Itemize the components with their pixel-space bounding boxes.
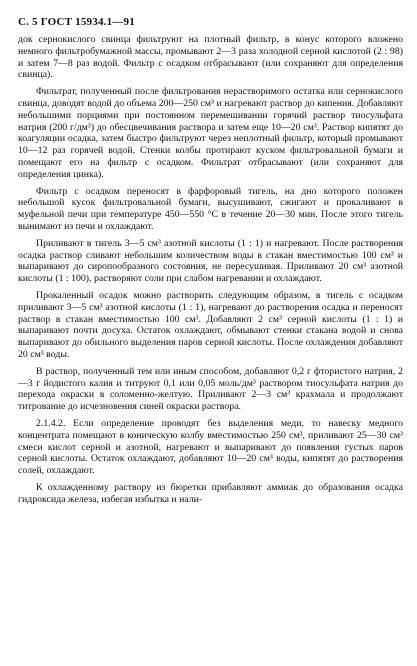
paragraph-5: Прокаленный осадок можно растворить следующим образом, в тигель с осадком приливают 3—5 см³ азотной кислоты (1 : 1), нагревают до растворения осадка и переносят раствор в стакан вместимостью 100 см³. Добавляют 2 см³ серной кислоты (1 : 1) и выпаривают почти досуха. Остаток охлаждают, обмывают стенки стакана водой и снова выпаривают до обильного выделения паров серной кислоты. После охлаждения добавляют 20 см³ воды.	[18, 289, 403, 360]
paragraph-8: К охлажденному раствору из бюретки прибавляют аммиак до образования осадка гидроксида железа, избегая избытка и нали-	[18, 481, 403, 505]
paragraph-2: Фильтрат, полученный после фильтрования нерастворимого остатка или сернокислого свинца, доводят водой до объема 200—250 см³ и нагревают раствор до кипения. Добавляют небольшими порциями при постоянном перемешивании горячий раствор тиосульфата натрия (200 г/дм³) до обесцвечивания раствора и затем еще 10—20 см³. Раствор кипятят до коагуляции осадка, затем быстро фильтруют через неплотный фильтр, который промывают 10—12 раз горячей водой. Стенки колбы протирают куском фильтровальной бумаги и помещают его на фильтр с осадком. Фильтрат отбрасывают (или сохраняют для определения цинка).	[18, 86, 403, 180]
paragraph-1: док сернокислого свинца фильтруют на плотный фильтр, в конус которого вложено немного фильтробумажной массы, промывают 2—3 раза холодной серной кислотой (2 : 98) и затем 7—8 раз водой. Фильтр с осадком отбрасывают (или сохраняют для определения свинца).	[18, 34, 403, 81]
paragraph-7: 2.1.4.2. Если определение проводят без выделения меди, то навеску медного концентрата помещают в коническую колбу вместимостью 250 см³, приливают 25—30 см³ смеси кислот серной и азотной, нагревают и выпаривают до появления густых паров серной кислоты. Остаток охлаждают, добавляют 10—20 см³ воды, кипятят до растворения солей, охлаждают.	[18, 417, 403, 477]
paragraph-3: Фильтр с осадком переносят в фарфоровый тигель, на дно которого положен небольшой кусок фильтровальной бумаги, высушивают, сжигают и прокаливают в муфельной печи при температуре 450—550 °С в течение 20—30 мин. После этого тигель вынимают из печи и охлаждают.	[18, 185, 403, 232]
paragraph-4: Приливают в тигель 3—5 см³ азотной кислоты (1 : 1) и нагревают. После растворения осадка раствор сливают небольшим количеством воды в стакан вместимостью 100 см³ и выпаривают до сиропообразного состояния, не пересушивая. Приливают 20 см³ азотной кислоты (1 : 100), растворяют соли при слабом нагревании и охлаждают.	[18, 237, 403, 285]
paragraph-6: В раствор, полученный тем или иным способом, добавляют 0,2 г фтористого натрия, 2—3 г йодистого калия и титруют 0,1 или 0,05 моль/дм³ раствором тиосульфата натрия до перехода окраски в соломенно-желтую. Приливают 2—3 см³ крахмала и продолжают титрование до исчезновения синей окраски раствора.	[18, 365, 403, 413]
page-header: С. 5 ГОСТ 15934.1—91	[18, 16, 135, 28]
